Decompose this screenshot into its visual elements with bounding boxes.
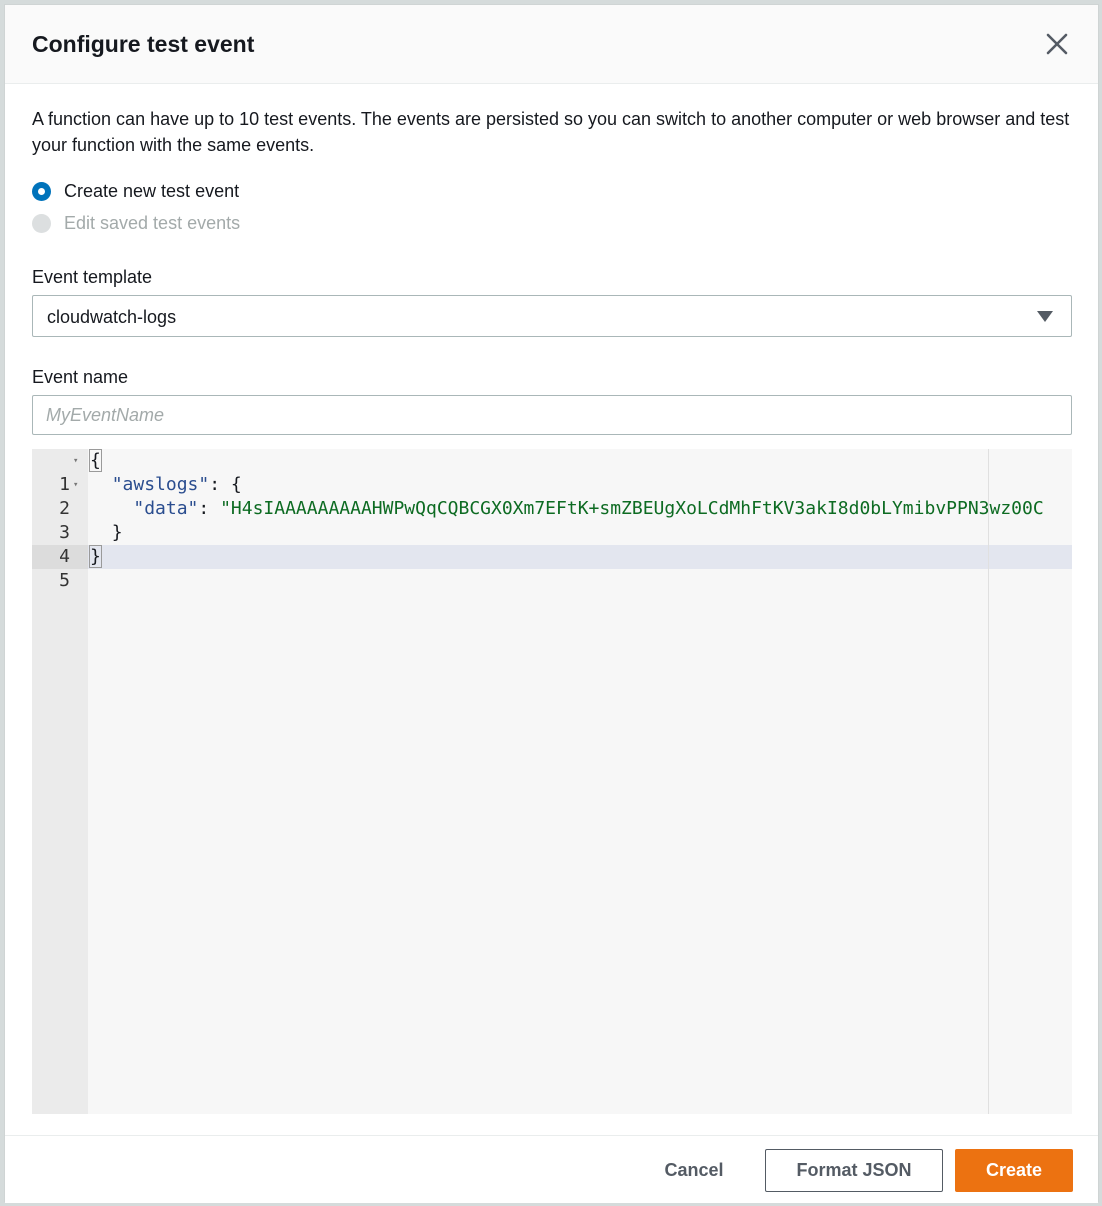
code-line bbox=[32, 521, 1072, 567]
line-number: 5 bbox=[59, 570, 70, 591]
dialog-header bbox=[5, 5, 1098, 84]
code-text: : bbox=[198, 498, 221, 519]
close-icon bbox=[1044, 31, 1070, 57]
code-line bbox=[32, 497, 1072, 543]
json-code-editor[interactable] bbox=[32, 449, 1072, 1114]
line-number: 4 bbox=[59, 546, 70, 567]
radio-label-edit: Edit saved test events bbox=[64, 213, 241, 233]
radio-label-create: Create new test event bbox=[64, 181, 240, 201]
json-key: "awslogs" bbox=[111, 474, 210, 495]
code-text: { bbox=[90, 450, 101, 471]
dialog-description: A function can have up to 10 test events. The events are persisted so you can switch to another computer or web browser and test your function with the same events. bbox=[32, 109, 1070, 155]
event-template-select[interactable] bbox=[32, 295, 1072, 337]
event-name-label: Event name bbox=[32, 367, 129, 387]
radio-create-new-test-event[interactable] bbox=[32, 180, 239, 202]
dialog-footer bbox=[5, 1135, 1098, 1203]
event-template-label: Event template bbox=[32, 267, 153, 287]
dialog-title: Configure test event bbox=[32, 31, 255, 57]
json-key: "data" bbox=[133, 498, 199, 519]
radio-disabled-icon bbox=[32, 214, 51, 233]
format-json-button[interactable]: Format JSON bbox=[765, 1149, 943, 1192]
line-number: 1 bbox=[59, 474, 70, 495]
line-number: 3 bbox=[59, 522, 70, 543]
code-text: : { bbox=[209, 474, 242, 495]
cancel-button[interactable]: Cancel bbox=[664, 1160, 724, 1180]
line-number: 2 bbox=[59, 498, 70, 519]
radio-edit-saved-test-events[interactable] bbox=[32, 212, 240, 234]
code-line bbox=[32, 545, 1072, 591]
caret-down-icon bbox=[1037, 310, 1053, 328]
create-button[interactable]: Create bbox=[955, 1149, 1073, 1192]
event-name-input[interactable] bbox=[32, 395, 1072, 435]
code-text: } bbox=[111, 522, 123, 543]
close-button[interactable] bbox=[1044, 31, 1070, 57]
json-string-value: "H4sIAAAAAAAAAHWPwQqCQBCGX0Xm7EFtK+smZBEUgXoLCdMhFtKV3akI8d0bLYmibvPPN3wz00C bbox=[220, 498, 1044, 519]
code-text: } bbox=[90, 546, 101, 567]
configure-test-event-dialog bbox=[4, 4, 1099, 1202]
radio-selected-icon bbox=[32, 182, 51, 201]
fold-arrow-icon[interactable]: ▾ bbox=[73, 456, 79, 466]
fold-arrow-icon[interactable]: ▾ bbox=[73, 480, 79, 490]
event-template-value: cloudwatch-logs bbox=[47, 307, 177, 327]
